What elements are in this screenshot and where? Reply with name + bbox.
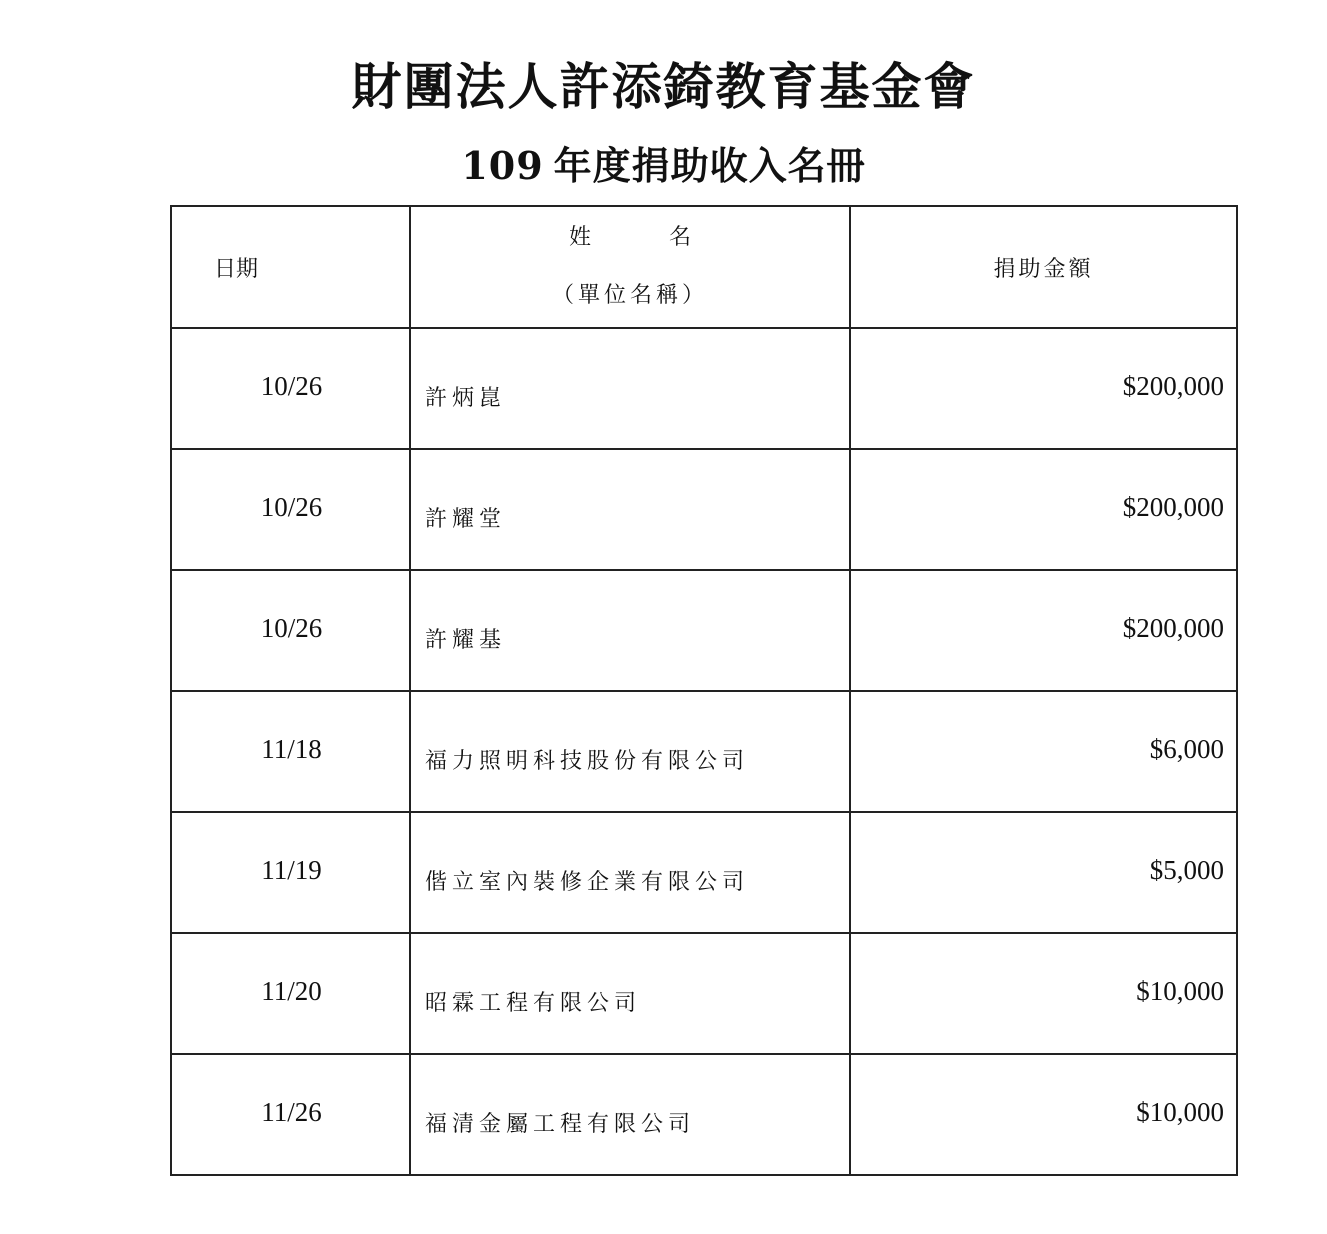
donor-name: 福清金屬工程有限公司 bbox=[425, 1112, 696, 1137]
document-title-text: 年度捐助收入名冊 bbox=[553, 143, 866, 188]
date-cell bbox=[171, 933, 410, 1054]
amount-value: $200,000 bbox=[1122, 371, 1224, 401]
date-cell bbox=[171, 328, 410, 449]
donor-name: 福力照明科技股份有限公司 bbox=[425, 749, 750, 774]
amount-value: $200,000 bbox=[1122, 613, 1224, 643]
name-cell bbox=[410, 1054, 850, 1175]
date-value: 10/26 bbox=[260, 371, 323, 401]
donor-name: 昭霖工程有限公司 bbox=[425, 991, 642, 1016]
donor-name: 許耀堂 bbox=[425, 507, 507, 532]
date-value: 11/26 bbox=[261, 1097, 322, 1127]
name-cell bbox=[410, 691, 850, 812]
name-column-sublabel: （單位名稱） bbox=[551, 283, 708, 308]
date-cell bbox=[171, 570, 410, 691]
amount-cell bbox=[850, 691, 1237, 812]
name-column-header bbox=[410, 206, 850, 328]
table-row bbox=[171, 449, 1237, 570]
amount-value: $6,000 bbox=[1149, 734, 1224, 764]
date-value: 11/19 bbox=[261, 855, 322, 885]
date-value: 11/20 bbox=[261, 976, 322, 1006]
table-header-row bbox=[171, 206, 1237, 328]
amount-cell bbox=[850, 812, 1237, 933]
amount-cell bbox=[850, 1054, 1237, 1175]
amount-value: $10,000 bbox=[1136, 1097, 1224, 1127]
name-cell bbox=[410, 328, 850, 449]
amount-value: $10,000 bbox=[1136, 976, 1224, 1006]
amount-cell bbox=[850, 449, 1237, 570]
date-value: 10/26 bbox=[260, 492, 323, 522]
name-cell bbox=[410, 570, 850, 691]
date-value: 11/18 bbox=[261, 734, 322, 764]
donor-name: 許炳崑 bbox=[425, 386, 507, 411]
amount-value: $200,000 bbox=[1122, 492, 1224, 522]
organization-title: 財團法人許添錡教育基金會 bbox=[351, 57, 976, 116]
date-cell bbox=[171, 691, 410, 812]
document-year: 109 bbox=[461, 143, 544, 188]
amount-cell bbox=[850, 570, 1237, 691]
name-cell bbox=[410, 812, 850, 933]
name-cell bbox=[410, 449, 850, 570]
amount-column-header: 捐助金額 bbox=[850, 206, 1237, 328]
name-column-label: 姓名 bbox=[568, 225, 769, 250]
table-row bbox=[171, 933, 1237, 1054]
amount-value: $5,000 bbox=[1149, 855, 1224, 885]
table-row bbox=[171, 328, 1237, 449]
donor-name: 偕立室內裝修企業有限公司 bbox=[425, 870, 750, 895]
date-column-header: 日期 bbox=[171, 206, 410, 328]
table-row bbox=[171, 812, 1237, 933]
table-row bbox=[171, 691, 1237, 812]
name-cell bbox=[410, 933, 850, 1054]
donor-name: 許耀基 bbox=[425, 628, 507, 653]
date-cell bbox=[171, 812, 410, 933]
date-cell bbox=[171, 1054, 410, 1175]
table-row bbox=[171, 1054, 1237, 1175]
amount-cell bbox=[850, 328, 1237, 449]
table-row bbox=[171, 570, 1237, 691]
date-cell bbox=[171, 449, 410, 570]
donation-table bbox=[170, 205, 1238, 1176]
amount-cell bbox=[850, 933, 1237, 1054]
document-title bbox=[0, 138, 1327, 194]
date-value: 10/26 bbox=[260, 613, 323, 643]
